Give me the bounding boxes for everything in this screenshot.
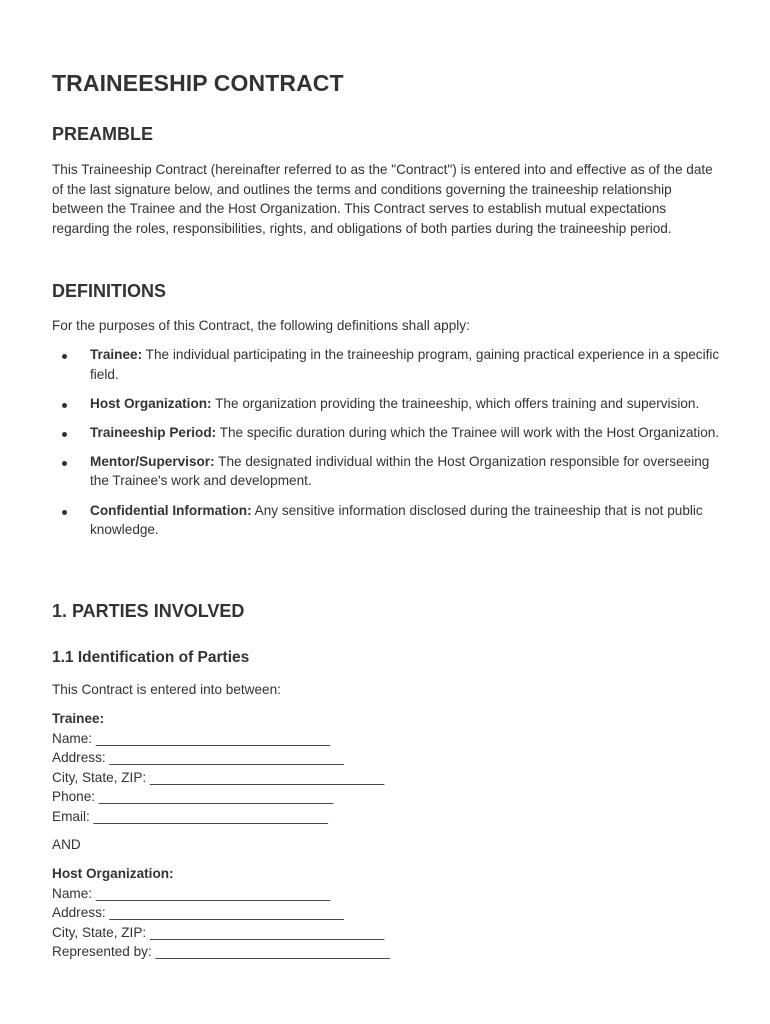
trainee-city-field: City, State, ZIP: _______________________________ — [52, 769, 385, 785]
definition-item-mentor-supervisor — [52, 452, 732, 491]
definition-item-trainee — [52, 345, 732, 384]
definition-term: Traineeship Period: — [90, 424, 217, 440]
document-title: TRAINEESHIP CONTRACT — [52, 70, 344, 96]
definition-term: Mentor/Supervisor: — [90, 453, 215, 469]
definition-item-confidential-information — [52, 501, 732, 540]
trainee-name-field: Name: _______________________________ — [52, 730, 331, 746]
definition-item-host-organization — [52, 394, 732, 414]
and-separator: AND — [52, 837, 81, 852]
section1-heading: 1. PARTIES INVOLVED — [52, 601, 245, 621]
trainee-email-field: Email: _______________________________ — [52, 808, 328, 824]
host-represented-field: Represented by: _______________________________ — [52, 944, 390, 960]
host-address-field: Address: _______________________________ — [52, 905, 344, 921]
trainee-address-field: Address: _______________________________ — [52, 750, 344, 766]
definition-item-traineeship-period — [52, 423, 732, 443]
section1-subheading: 1.1 Identification of Parties — [52, 649, 250, 666]
definition-text: The individual participating in the traineeship program, gaining practical experience in a specific field. — [90, 347, 720, 382]
bullet-icon — [62, 403, 67, 408]
definitions-intro: For the purposes of this Contract, the following definitions shall apply: — [52, 318, 470, 333]
trainee-label: Trainee: — [52, 711, 105, 726]
definition-text: Any sensitive information disclosed during the traineeship that is not public knowledge. — [90, 502, 703, 538]
bullet-icon — [62, 461, 67, 466]
host-label: Host Organization: — [52, 866, 174, 881]
definition-term: Host Organization: — [90, 395, 212, 411]
definition-term: Confidential Information: — [90, 502, 252, 518]
definition-text: The organization providing the traineeship, which offers training and supervision. — [211, 395, 700, 411]
trainee-phone-field: Phone: _______________________________ — [52, 789, 334, 805]
host-name-field: Name: _______________________________ — [52, 885, 331, 901]
bullet-icon — [62, 510, 67, 515]
definition-text: The specific duration during which the Trainee will work with the Host Organization. — [216, 424, 720, 440]
definition-term: Trainee: — [90, 347, 143, 362]
trainee-block — [52, 709, 384, 827]
bullet-icon — [62, 354, 67, 359]
preamble-text: This Traineeship Contract (hereinafter referred to as the "Contract") is entered into and effective as of the date of the last signature below, and outlines the terms and conditions governing the traineeship relationship between the Trainee and the Host Organization. This Contract serves to establish mutual expectations regarding the roles, responsibilities, rights, and obligations of both parties during the traineeship period. — [52, 162, 713, 236]
definitions-list — [52, 345, 732, 549]
definitions-heading: DEFINITIONS — [52, 281, 167, 301]
preamble-heading: PREAMBLE — [52, 124, 154, 144]
section1-intro: This Contract is entered into between: — [52, 682, 281, 697]
host-city-field: City, State, ZIP: _______________________________ — [52, 924, 385, 940]
host-block — [52, 864, 390, 962]
bullet-icon — [62, 432, 67, 437]
definition-text: The designated individual within the Host Organization responsible for overseeing the Trainee's work and development. — [90, 453, 710, 489]
